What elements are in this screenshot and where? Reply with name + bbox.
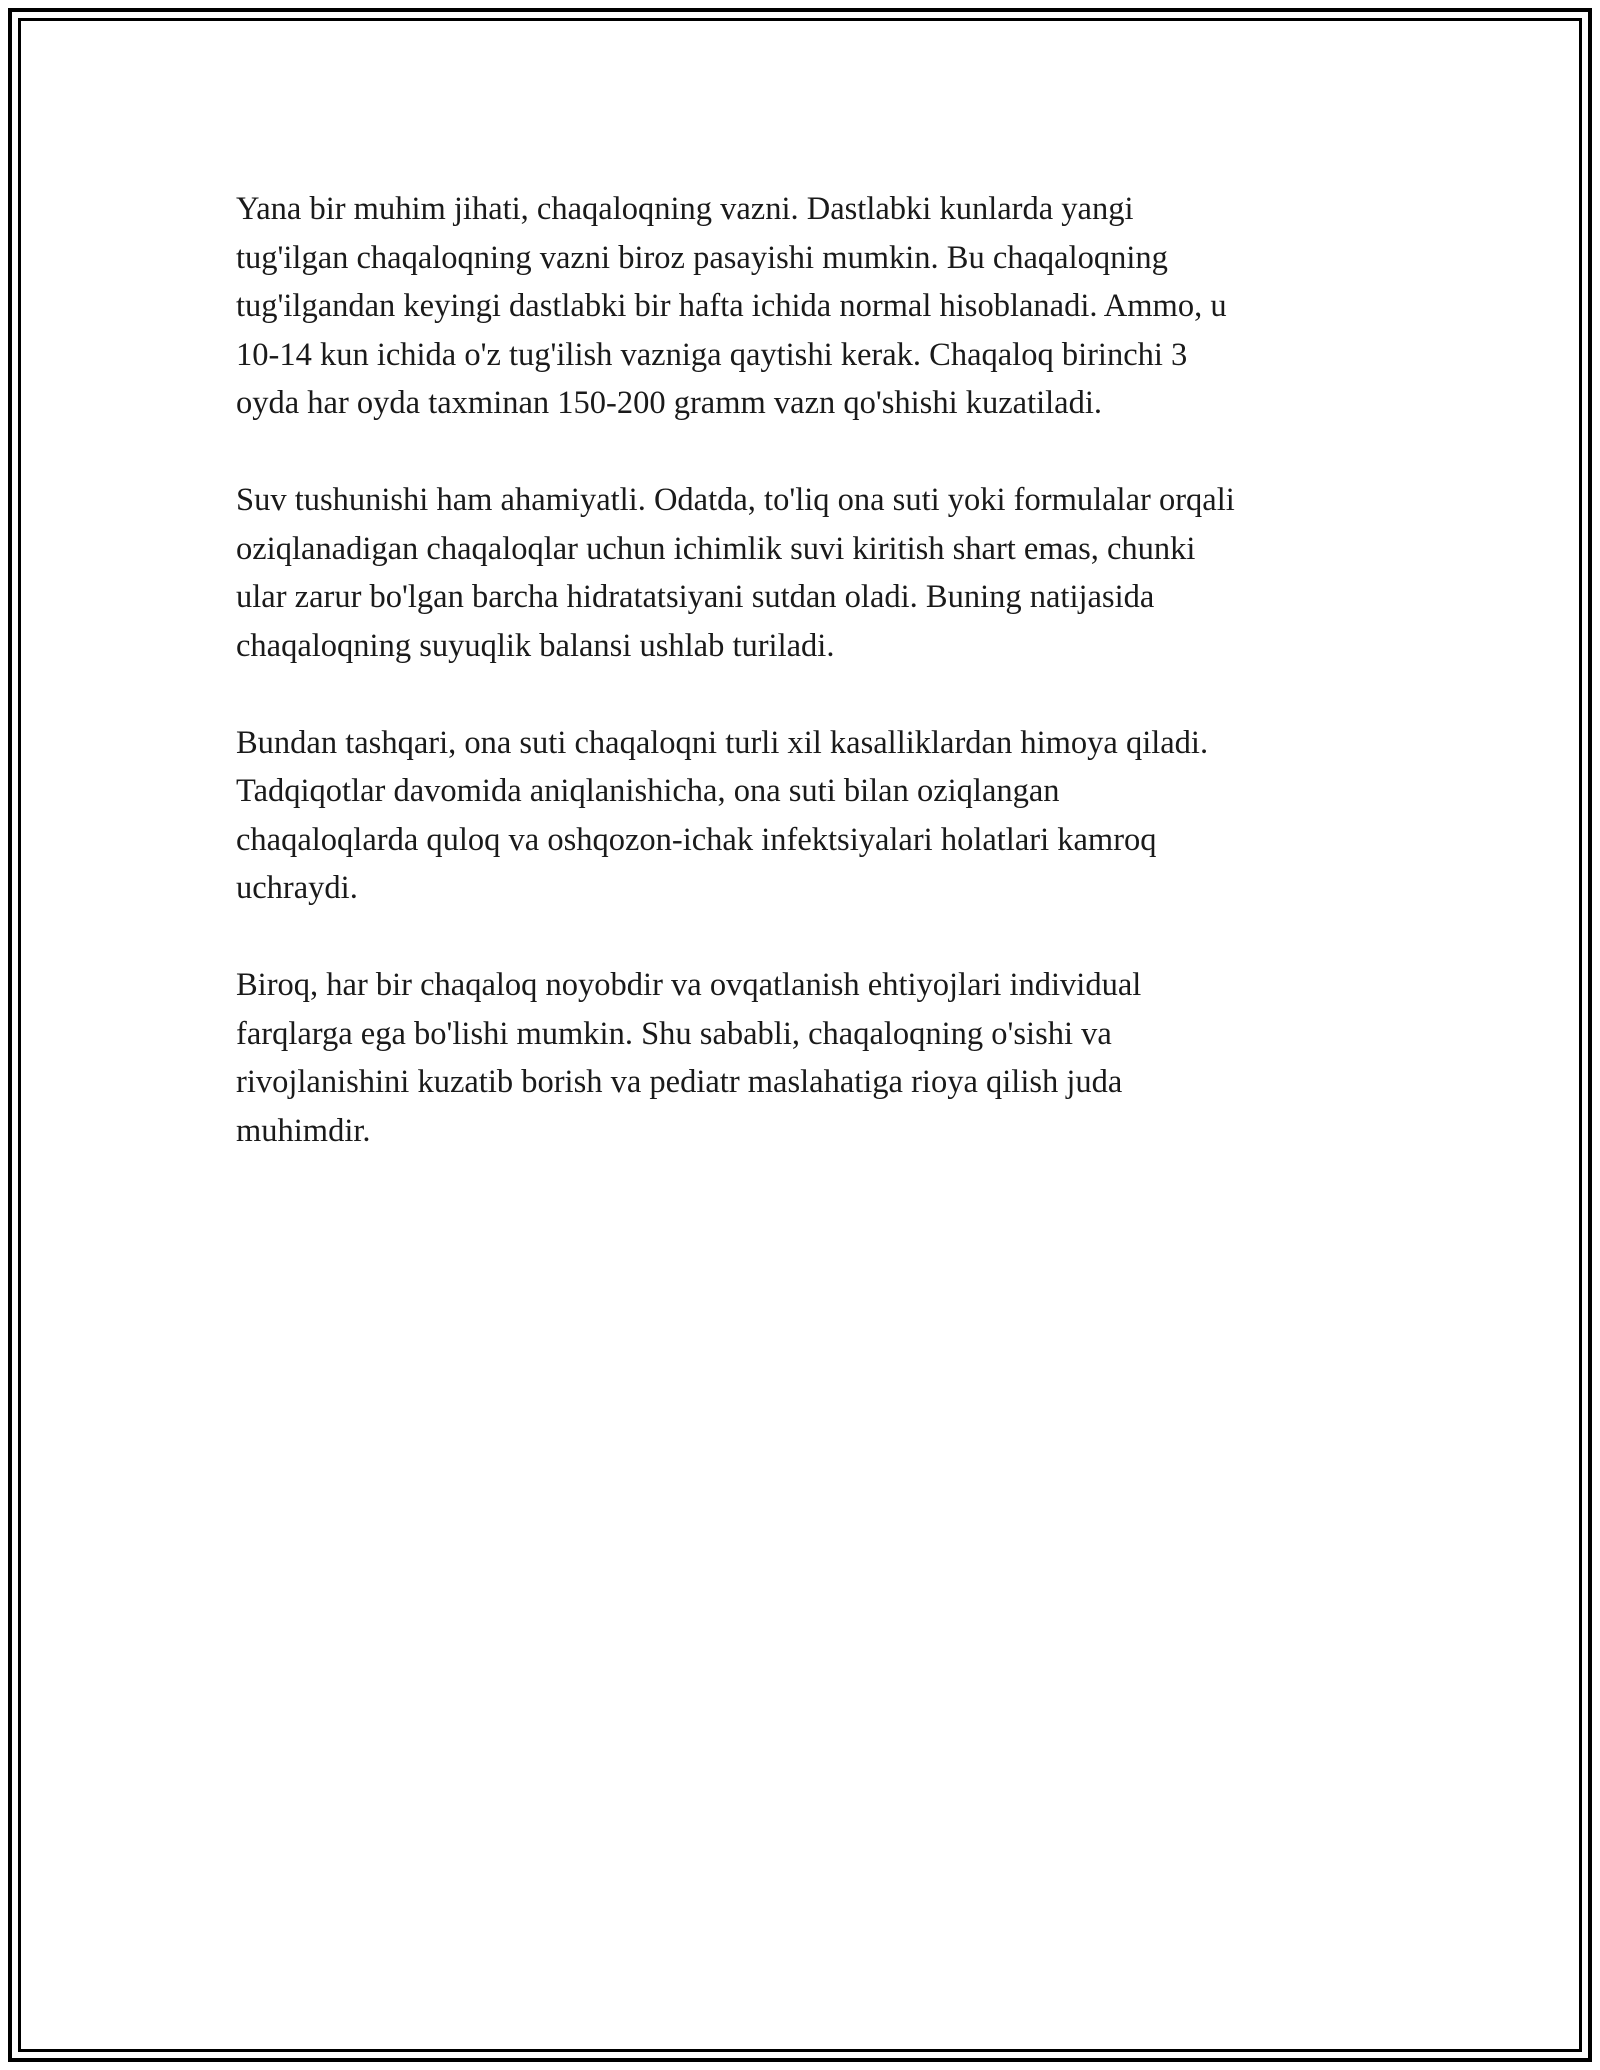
paragraph-weight: Yana bir muhim jihati, chaqaloqning vazni. Dastlabki kunlarda yangi tug'ilgan chaqaloqning vazni biroz pasayishi mumkin. Bu chaqaloqning tug'ilgandan keyingi dastlabki bir hafta ichida normal hisoblanadi. Ammo, u 10-14 kun ichida o'z tug'ilish vazniga qaytishi kerak. Chaqaloq birinchi 3 oyda har oyda taxminan 150-200 gramm vazn qo'shishi kuzatiladi. [236, 191, 1227, 421]
paragraph-protection: Bundan tashqari, ona suti chaqaloqni turli xil kasalliklardan himoya qiladi. Tadqiqotlar davomida aniqlanishicha, ona suti bilan oziqlangan chaqaloqlarda quloq va oshqozon-ichak infektsiyalari holatlari kamroq uchraydi. [236, 724, 1209, 906]
paragraph-water: Suv tushunishi ham ahamiyatli. Odatda, to'liq ona suti yoki formulalar orqali oziqlanadigan chaqaloqlar uchun ichimlik suvi kiritish shart emas, chunki ular zarur bo'lgan barcha hidratatsiyani sutdan oladi. Buning natijasida chaqaloqning suyuqlik balansi ushlab turiladi. [236, 482, 1235, 664]
paragraph-individual-needs: Biroq, har bir chaqaloq noyobdir va ovqatlanish ehtiyojlari individual farqlarga ega bo'lishi mumkin. Shu sababli, chaqaloqning o'sishi va rivojlanishini kuzatib borish va pediatr maslahatiga rioya qilish juda muhimdir. [236, 967, 1142, 1149]
document-body [236, 185, 1376, 1204]
